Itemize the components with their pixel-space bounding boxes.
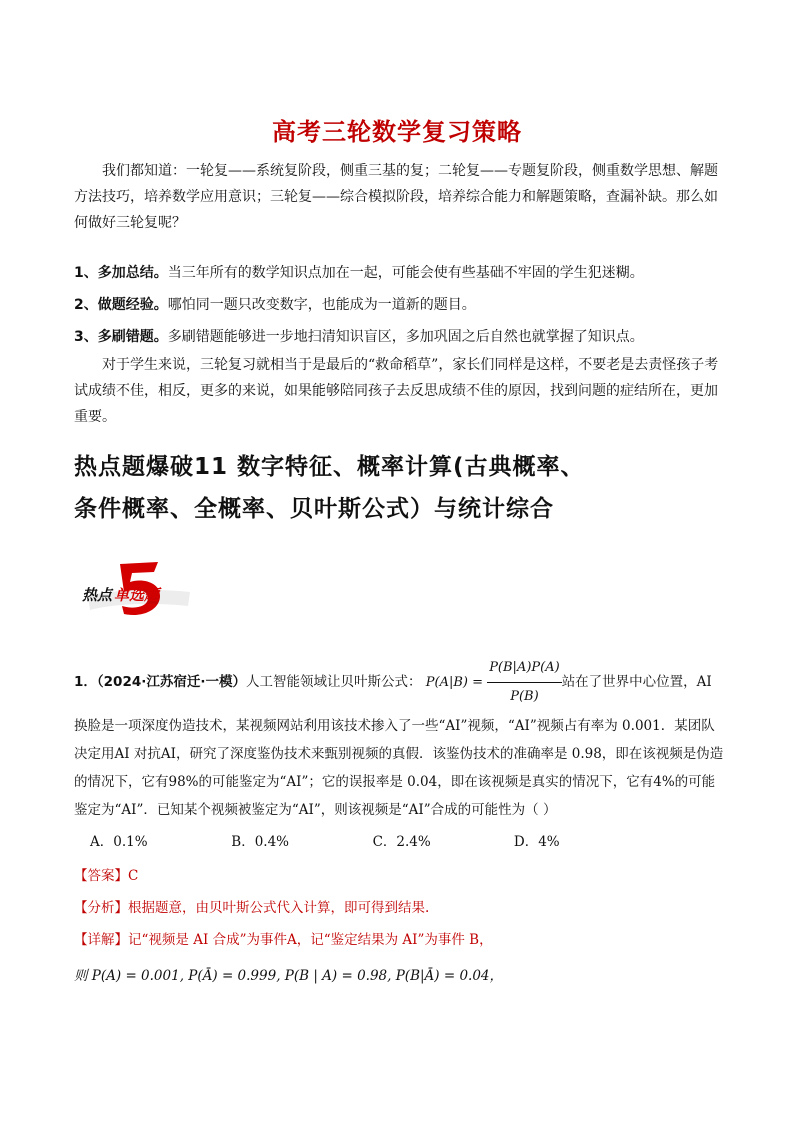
tip-item-2-body: 哪怕同一题只改变数字，也能成为一道新的题目。 bbox=[167, 297, 476, 313]
analysis-line bbox=[74, 894, 724, 922]
bayes-formula-denominator: P(B) bbox=[510, 689, 539, 704]
analysis-text: 根据题意，由贝叶斯公式代入计算，即可得到结果. bbox=[128, 900, 430, 916]
page-title: 高考三轮数学复习策略 bbox=[272, 118, 522, 146]
tip-item-2-head: 2、做题经验。 bbox=[74, 297, 168, 313]
option-b: B．0.4% bbox=[231, 834, 290, 850]
bayes-formula-lhs: P(A|B) = bbox=[425, 675, 484, 690]
question-body: 换脸是一项深度伪造技术，某视频网站利用该技术掺入了一些“AI”视频，“AI”视频占有率为 0.001．某团队决定用AI 对抗AI，研究了深度鉴伪技术来甄别视频的真假．该鉴伪技术的准确率是 0.98，即在该视频是伪造的情况下，它有98%的可能鉴定为“AI”；它的误报率是 0.04，即在该视频是真实的情况下，它有4%的可能鉴定为“AI”．已知某个视频被鉴定为“AI”，则该视频是“AI”合成的可能性为（ ） bbox=[74, 718, 724, 818]
option-c: C．2.4% bbox=[372, 834, 431, 850]
question-after-formula: 站在了世界中心位置，AI bbox=[561, 674, 712, 690]
section-title-line-2: 条件概率、全概率、贝叶斯公式）与统计综合 bbox=[74, 496, 554, 522]
answer-options bbox=[90, 830, 690, 850]
detail-text: 记“视频是 AI 合成”为事件A，记“鉴定结果为 AI”为事件 B， bbox=[128, 932, 493, 948]
intro-paragraph-2: 对于学生来说，三轮复习就相当于是最后的“救命稻草”，家长们同样是这样，不要老是去责怪孩子考试成绩不佳，相反，更多的来说，如果能够陪同孩子去反思成绩不佳的原因，找到问题的症结所在，更加重要。 bbox=[74, 357, 719, 425]
detail-line-2: 则 P(A) = 0.001, P(Ā) = 0.999, P(B | A) = 0.98, P(B|Ā) = 0.04， bbox=[74, 968, 504, 984]
answer-line bbox=[74, 862, 724, 890]
answer-label: 【答案】 bbox=[74, 868, 128, 884]
hot-single-choice-logo bbox=[80, 560, 200, 620]
tip-item-1 bbox=[74, 260, 724, 286]
question-first-line bbox=[74, 654, 724, 711]
tip-item-1-head: 1、多加总结。 bbox=[74, 265, 168, 281]
tip-item-3-body: 多刷错题能够进一步地扫清知识盲区，多加巩固之后自然也就掌握了知识点。 bbox=[167, 329, 644, 345]
question-number: 1． bbox=[74, 674, 97, 690]
tip-item-3 bbox=[74, 324, 724, 350]
bayes-formula-fraction bbox=[487, 654, 562, 711]
logo-text-b: 单选题 bbox=[114, 586, 160, 604]
detail-label: 【详解】 bbox=[74, 932, 128, 948]
tip-item-2 bbox=[74, 292, 724, 318]
bayes-formula bbox=[426, 654, 562, 711]
logo-text-a: 热点 bbox=[82, 586, 113, 604]
tip-item-1-body: 当三年所有的数学知识点加在一起，可能会使有些基础不牢固的学生犯迷糊。 bbox=[167, 265, 644, 281]
option-a: A．0.1% bbox=[90, 834, 148, 850]
intro-paragraph-1: 我们都知道：一轮复——系统复阶段，侧重三基的复；二轮复——专题复阶段，侧重数学思想、解题方法技巧，培养数学应用意识；三轮复——综合模拟阶段，培养综合能力和解题策略，查漏补缺。那么如何做好三轮复呢？ bbox=[74, 163, 718, 231]
analysis-label: 【分析】 bbox=[74, 900, 128, 916]
option-d: D．4% bbox=[513, 834, 560, 850]
tip-item-3-head: 3、多刷错题。 bbox=[74, 329, 168, 345]
section-title-line-1: 热点题爆破11 数字特征、概率计算(古典概率、 bbox=[74, 454, 585, 480]
detail-line bbox=[74, 926, 724, 954]
question-lead: 人工智能领域让贝叶斯公式： bbox=[246, 674, 422, 690]
bayes-formula-numerator: P(B|A)P(A) bbox=[487, 654, 562, 683]
question-source: （2024·江苏宿迁·一模） bbox=[96, 674, 246, 690]
answer-value: C bbox=[128, 868, 139, 884]
